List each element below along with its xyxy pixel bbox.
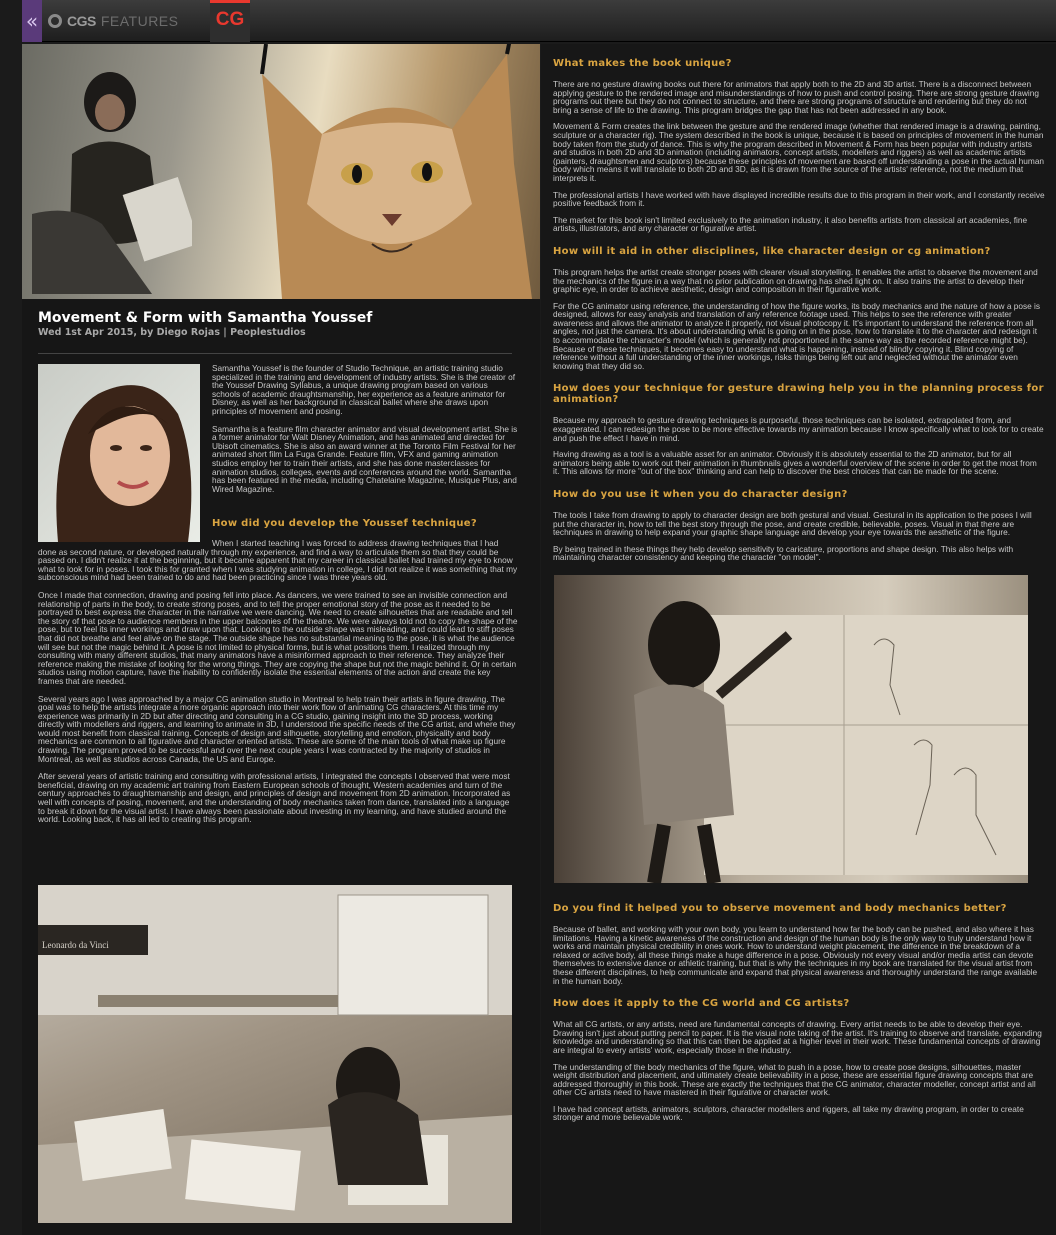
body-paragraph: Movement & Form creates the link between the gesture and the rendered image (whether that rendered image is a drawing, painting, sculpture or a character rig). The system described in the book is unique, because it is based on principles of movement in the human body taken from the study of dance. This is why the program described in Movement & Form has been popular with industry artists and studios in both 2D and 3D animation (including animators, concept artists, modellers and riggers) as well as academic artists (painters, draughtsmen and sculptors) because these principles of movement are based off understanding a pose in the actual human body which means it will translate to both 2D and 3D, as it is drawn from the source of the artists' reference, not the medium that interprets it. bbox=[553, 121, 1045, 183]
bio-paragraph: Samantha Youssef is the founder of Studio Technique, an artistic training studio specialized in the training and development of industry artists. She is the creator of the Youssef Drawing Syllabus, a unique drawing program based on various schools of academic draughtsmanship, her experience as a feature animator for Disney, as well as her background in classical ballet where she draws upon principles of movement and posing. bbox=[212, 363, 516, 416]
article-title: Movement & Form with Samantha Youssef bbox=[38, 310, 373, 326]
body-paragraph: Because of ballet, and working with your own body, you learn to understand how far the body can be pushed, and also where it has limitations. Having a kinetic awareness of the construction and design of the human body is the only way to truly understand how it works and maintain physical credibility in ones work. How to understand weight placement, the difference in the breakdown of a relaxed or active body, all these things make a huge difference in a pose. Obviously not every visual and/or media artist can devote themselves to extensive dance or athletic training, but that is why the techniques in my book are translated for the visual artist from these different disciplines, to help communicate and expand that physical awareness and thoroughly understand the range available in the human body. bbox=[553, 923, 1038, 986]
body-paragraph: The tools I take from drawing to apply to character design are both gestural and visual. Gestural in its application to the poses I will put the character in, how to tell the best story through the pose, and create credible, believable, poses. Visual in that there are techniques in drawing to help expand your graphic shape language and develop your eye towards the aesthetic of the figure. bbox=[553, 510, 1032, 538]
brand-prefix: CGS bbox=[67, 13, 96, 29]
gear-icon bbox=[48, 14, 62, 28]
body-paragraph: By being trained in these things they help develop sensitivity to caricature, proportions and shape design. This also helps with maintaining character consistency and keeping the character "on model". bbox=[553, 543, 1014, 563]
top-navigation-bar bbox=[22, 0, 1056, 42]
section-heading: How will it aid in other disciplines, like character design or cg animation? bbox=[553, 245, 991, 257]
body-paragraph: After several years of artistic training and consulting with professional artists, I integrated the concepts I observed that were most beneficial, drawing on my academic art training from Eastern European schools of thought, Western academies and turn of the century approaches to draughtsmanship and design, and principles of design and movement from 2D animation. Incorporated as well with concepts of posing, movement, and the understanding of body mechanics taken from dance, translated into a language to break it down for the visual artist. I have always been passionate about investing in my learning, and have studied around the world. Looking back, it has all led to creating this program. bbox=[38, 771, 511, 825]
author-bio bbox=[212, 364, 518, 502]
section-heading: Do you find it helped you to observe movement and body mechanics better? bbox=[553, 902, 1007, 914]
qa-section bbox=[553, 383, 1045, 476]
bio-paragraph: Samantha is a feature film character animator and visual development artist. She is a former animator for Walt Disney Animation, and has animated and directed for Ubisoft cinematics. She is also an award winner at the Toronto Film Festival for her animated short film La Fuga Grande. Feature film, VFX and gaming animation studios employ her to train their artists, and she has done masterclasses for animation studios, colleges, events and conferences around the world. Samantha has been featured in the media, including Chatelaine Magazine, Musique Plus, and Wired Magazine. bbox=[212, 423, 518, 494]
body-paragraph: What all CG artists, or any artists, need are fundamental concepts of drawing. Every artist needs to be able to develop their eye. Drawing isn't just about putting pencil to paper. It is the visual note taking of the artist. It's training to observe and translate, expanding knowledge and understanding so that this can then be applied at a higher level in their work. These fundamental concepts of drawing are integral to every artists' work, especially those in the industry. bbox=[553, 1019, 1042, 1055]
back-arrow-icon[interactable]: « bbox=[22, 0, 42, 42]
body-paragraph: There are no gesture drawing books out there for animators that apply both to the 2D and 3D artist. There is a disconnect between applying gesture to the rendered image and misunderstandings of how to push and control posing. There are strong gesture drawing programs out there but they do not connect to structure, and there are strong programs of structure and rendering but they do not bring a sense of life to the drawing. This program bridges the gap that has not been addressed in any book. bbox=[553, 79, 1039, 115]
article-side-column bbox=[541, 44, 1056, 1235]
book-label: Leonardo da Vinci bbox=[42, 940, 109, 950]
body-paragraph: The understanding of the body mechanics of the figure, what to push in a pose, how to create pose designs, silhouettes, master weight distribution and placement, and ultimately create believability in a pose, these are essential figure drawing concepts that are addressed thoroughly in this book. These are exactly the techniques that the CG animator, character modeller, concept artist and all other CG artists need to have mastered in their figurative or character work. bbox=[553, 1061, 1036, 1098]
artist-sketching-photo bbox=[32, 64, 192, 294]
article-byline: Wed 1st Apr 2015, by Diego Rojas | Peoplestudios bbox=[38, 327, 306, 338]
section-heading: What makes the book unique? bbox=[553, 58, 732, 69]
article-body-left bbox=[38, 539, 518, 833]
qa-section bbox=[553, 58, 1045, 233]
body-paragraph: Once I made that connection, drawing and posing fell into place. As dancers, we were trained to see an invisible connection and relationship of parts in the body, to create strong poses, and to tell the proper emotional story of the pose as it needed to be portrayed to best express the character in the narrative we were dancing. We need to create silhouettes that are readable and tell the story of that pose to audience members in the upper balconies of the theatre. We were always told not to copy the shape of the pose, but to feel its inner workings and draw upon that. Looking to the outside shape was misleading, and could lead to stiff poses that did not breathe and feel alive on the stage. The outside shape has no substantial meaning to the pose, it is what the audience will see but not the magic behind it. A pose is not limited to physical forms, but is what positions them. I realized through my consulting with many different studios, that many animators have a misinformed approach to their reference. They analyze their reference making the mistake of looking for the wrong things. They are copying the shape but not the magic behind it. Or in certain studios using motion capture, have the inability to confidently isolate the essential elements of the action and create the key frames that are needed. bbox=[38, 589, 518, 686]
samantha-youssef-portrait bbox=[38, 364, 200, 542]
section-heading: How do you use it when you do character design? bbox=[553, 489, 848, 500]
divider bbox=[38, 353, 512, 354]
qa-section bbox=[553, 998, 1045, 1122]
hero-image bbox=[22, 44, 540, 299]
body-paragraph: Because my approach to gesture drawing techniques is purposeful, those techniques can be isolated, extrapolated from, and exaggerated. I can redesign the pose to be more effective towards my animation because I know specifically what to look for to create and push the effect I have in mind. bbox=[553, 415, 1044, 443]
body-paragraph: This program helps the artist create stronger poses with clearer visual storytelling. It enables the artist to observe the movement and the mechanics of the figure in a way that no prior publication on drawing has shed light on. It also trains the artist to develop their graphic eye, in order to achieve aesthetic, design and composition in their figurative work. bbox=[553, 266, 1038, 295]
wall-drawing-photo bbox=[554, 575, 1028, 883]
cgs-features-logo[interactable] bbox=[48, 13, 178, 29]
body-paragraph: I have had concept artists, animators, sculptors, character modellers and riggers, all take my drawing program, in order to create stronger and more believable work. bbox=[553, 1103, 1024, 1123]
studio-drawing-photo bbox=[38, 885, 512, 1223]
section-heading: How does your technique for gesture drawing help you in the planning process for animation? bbox=[553, 383, 1044, 406]
body-paragraph: When I started teaching I was forced to address drawing techniques that I had done as second nature, or developed naturally through my experience, and find a way to articulate them so that they could be passed on. I didn't realize it at the beginning, but it became apparent that my career in classical ballet had trained my eye to know what to look for in poses. I took this for granted when I was studying animation in college, I did not realize it was something that my subconscious mind had been trained to do and had been practicing since I was three years old. bbox=[38, 538, 518, 583]
body-paragraph: For the CG animator using reference, the understanding of how the figure works, its body mechanics and the nature of how a pose is designed, allows for easy analysis and translation of any reference footage used. This helps to see the reference with greater awareness and allows the animator to analyze it properly, not visual photocopy it. It's important to understand the reference from all angles, not just the camera. It's about understanding what is going on in the pose, how to translate it to the character and redesign it to accommodate the character's model (which is generally not proportioned in the same way as the recorded reference might be). Because of these techniques, it becomes easy to understand what is happening, instead of blindly copying it. Blind copying of reference without a full understanding of the inner workings, risks things being left out and neglected without the animator even knowing that they did so. bbox=[553, 300, 1041, 371]
article-header bbox=[38, 310, 518, 338]
body-paragraph: Having drawing as a tool is a valuable asset for an animator. Obviously it is absolutely essential to the 2D animator, but for all animators being able to work out their animation in thumbnails gives a wonderful overview of the scene in order to get the most from it. This allows for more "out of the box" thinking and can help to discover the best choices that can be made for the scene. bbox=[553, 449, 1037, 477]
qa-section bbox=[553, 246, 1045, 371]
qa-section bbox=[553, 489, 1045, 562]
interview-qa bbox=[553, 58, 1045, 1135]
tab-cg[interactable]: CG bbox=[210, 0, 250, 42]
section-heading: How did you develop the Youssef technique? bbox=[212, 518, 477, 529]
lynx-photo bbox=[252, 44, 540, 299]
body-paragraph: The market for this book isn't limited exclusively to the animation industry, it also benefits artists from classical art academies, fine artists, illustrators, and any character or figurative artist. bbox=[553, 214, 1028, 234]
article-main-column bbox=[22, 44, 540, 1235]
brand-suffix: FEATURES bbox=[100, 13, 179, 29]
body-paragraph: Several years ago I was approached by a major CG animation studio in Montreal to help train their artists in figure drawing. The goal was to help the artists integrate a more organic approach into their work flow of animating CG characters. At this time my experience was primarily in 2D but after directing and consulting in a CG studio, gaining insight into the 3D process, working directly with modellers and riggers, and learning to animate in 3D, I understood the specific needs of the CG artist, and where they would most benefit from classical training. Concepts of design and silhouette, storytelling and emotion, physicality and body mechanics are common to all figurative and character oriented artists. These are some of the main tools of what make up figure drawing. The program proved to be successful and over the next couple years I was contracted by the majority of studios in Montreal, as well as studios across Canada, the US and Europe. bbox=[38, 693, 516, 764]
qa-section bbox=[553, 903, 1045, 985]
body-paragraph: The professional artists I have worked with have displayed incredible results due to this program in their work, and I constantly receive positive feedback from it. bbox=[553, 189, 1045, 209]
section-heading: How does it apply to the CG world and CG artists? bbox=[553, 998, 850, 1010]
